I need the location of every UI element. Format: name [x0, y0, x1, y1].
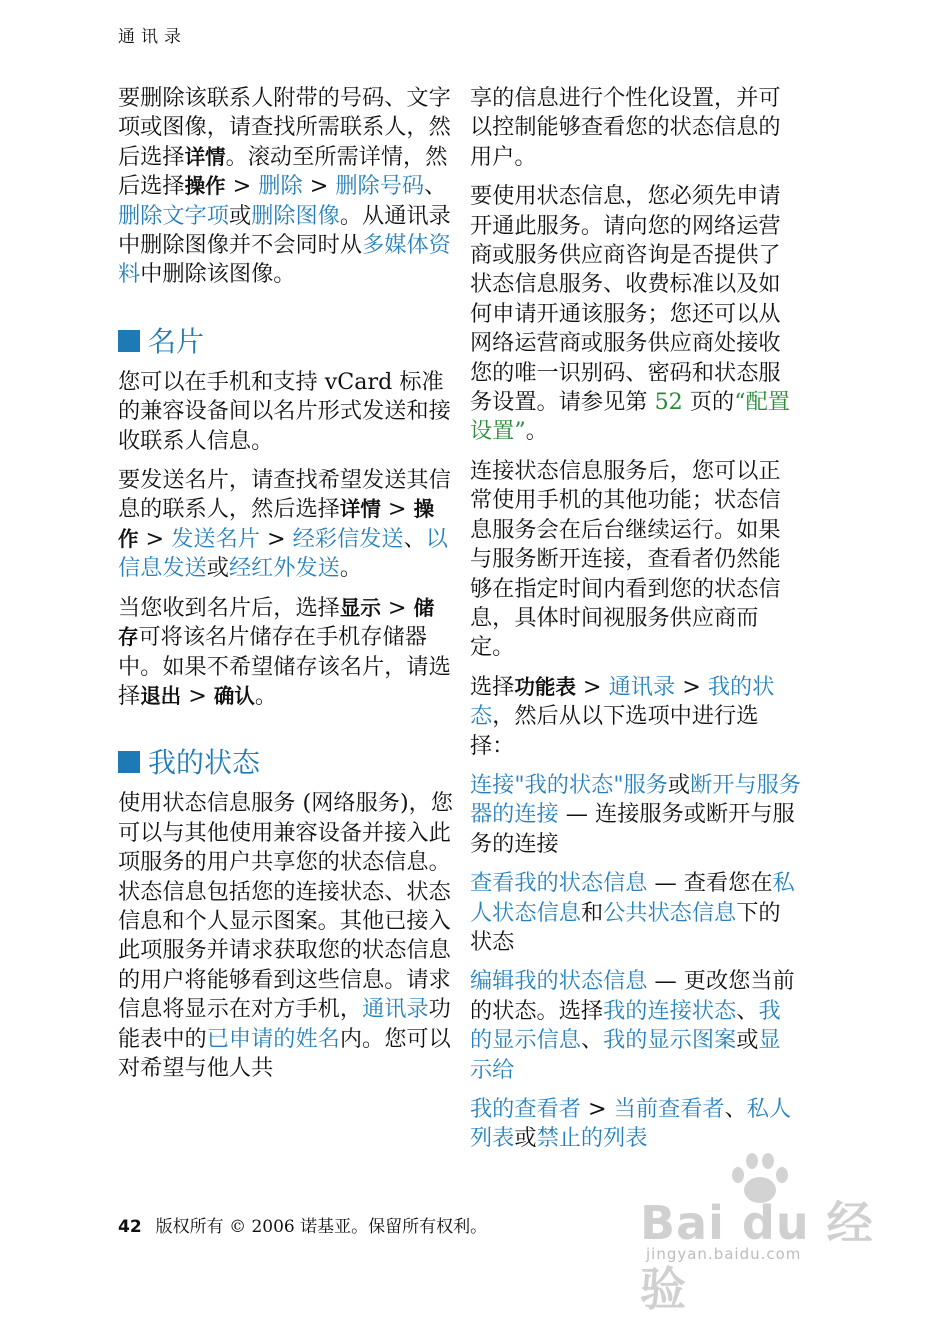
- body-text: 页的: [682, 389, 735, 416]
- body-text: 要删除该联系人附带的号码、文字项或图像，请查找所需联系人，然后选择: [118, 85, 451, 170]
- body-text: 和: [580, 899, 604, 926]
- body-text: 享的信息进行个性化设置，并可以控制能够查看您的状态信息的用户。: [470, 85, 781, 170]
- menu-link-text: 我的显示信息: [470, 997, 781, 1054]
- body-text: 连接状态信息服务后，您可以正常使用手机的其他功能；状态信息服务会在后台继续运行。如果与服务断开连接，查看者仍然能够在指定时间内看到您的状态信息，具体时间视服务供应商而定。: [470, 457, 781, 661]
- command-text: 操作: [184, 174, 226, 199]
- command-text: 显示: [339, 595, 381, 620]
- page-footer: [118, 1212, 487, 1237]
- business-card-intro-paragraph: [118, 368, 454, 456]
- heading-square-icon: [118, 751, 140, 773]
- body-text: 、: [724, 1096, 747, 1122]
- menu-link-text: 通讯录: [608, 673, 676, 700]
- body-text: 使用状态信息服务 (网络服务)，您可以与其他使用兼容设备并接入此项服务的用户共享您的状态信息。状态信息包括您的连接状态、状态信息和个人显示图案。其他已接入此项服务并请求获取您的状态信息的用户将能够看到这些信息。请求信息将显示在对方手机，: [118, 790, 453, 1023]
- presence-intro-paragraph: [118, 789, 454, 1083]
- body-text: >: [575, 673, 609, 700]
- menu-link-text: 公共状态信息: [603, 899, 737, 926]
- body-text: >: [380, 496, 414, 523]
- left-column: [118, 84, 454, 1093]
- menu-link-text: 删除号码: [335, 173, 425, 200]
- presence-subscribe-paragraph: [470, 182, 802, 447]
- body-text: 选择: [470, 673, 515, 700]
- presence-menu-path-paragraph: [470, 673, 802, 761]
- body-text: 或: [736, 1027, 759, 1054]
- menu-link-text: 查看我的状态信息: [470, 870, 648, 897]
- body-text: 内。您可以对希望与他人共: [118, 1025, 451, 1081]
- menu-link-text: 删除图像: [251, 202, 340, 229]
- body-text: — 查看您在: [647, 870, 773, 897]
- body-text: 或: [206, 555, 229, 582]
- menu-link-text: 删除: [258, 173, 303, 200]
- menu-link-text: 我的连接状态: [603, 997, 737, 1024]
- menu-link-text: 通讯录: [362, 996, 429, 1023]
- menu-link-text: 我的查看者: [470, 1096, 581, 1122]
- watermark-logo-text: Bai du 经验: [640, 1196, 874, 1316]
- body-text: 可将该名片储存在手机存储器中。如果不希望储存该名片，请选择: [118, 624, 451, 709]
- body-text: >: [181, 682, 214, 709]
- body-text: 、: [580, 1027, 604, 1054]
- command-text: 储存: [118, 595, 435, 650]
- menu-link-text: 当前查看者: [613, 1096, 725, 1122]
- body-text: 。滚动至所需详情，然后选择: [118, 143, 448, 200]
- body-text: >: [225, 173, 259, 200]
- menu-link-text: “配置设置”: [470, 389, 790, 445]
- menu-link-text: 编辑我的状态信息: [470, 968, 648, 995]
- body-text: >: [675, 673, 708, 700]
- delete-details-paragraph: [118, 84, 454, 290]
- command-text: 退出: [140, 683, 182, 708]
- menu-link-text: 经红外发送: [228, 555, 340, 582]
- body-text: 。从通讯录中删除图像并不会同时从: [118, 202, 451, 259]
- presence-continued-paragraph: [470, 84, 802, 172]
- body-text: — 连接服务或断开与服务的连接: [470, 801, 795, 857]
- body-text: 或: [228, 202, 252, 229]
- body-text: 。: [339, 555, 363, 582]
- body-text: 中删除该图像。: [140, 261, 296, 288]
- menu-link-text: 多媒体资料: [118, 232, 451, 288]
- menu-link-text: 发送名片: [171, 525, 260, 552]
- running-header: 通讯录: [118, 27, 187, 47]
- section-heading-my-presence: [118, 745, 454, 781]
- option-edit-my-presence: [470, 967, 802, 1085]
- body-text: >: [580, 1096, 614, 1122]
- body-text: 您可以在手机和支持 vCard 标准的兼容设备间以名片形式发送和接收联系人信息。: [118, 368, 451, 454]
- body-text: 要发送名片，请查找希望发送其信息的联系人，然后选择: [118, 467, 451, 523]
- body-text: 。: [254, 682, 278, 709]
- body-text: 、: [403, 525, 426, 552]
- body-text: >: [259, 525, 293, 552]
- right-column: [470, 84, 802, 1164]
- menu-link-text: 经彩信发送: [292, 525, 404, 552]
- menu-link-text: 我的显示图案: [603, 1027, 737, 1054]
- body-text: 或: [667, 771, 691, 798]
- body-text: >: [302, 173, 336, 200]
- command-text: 功能表: [514, 674, 576, 699]
- menu-link-text: 连接"我的状态"服务: [470, 771, 668, 798]
- heading-text: 名片: [148, 324, 205, 358]
- body-text: — 更改您当前的状态。选择: [470, 968, 795, 1024]
- page-number: 42: [118, 1217, 142, 1237]
- heading-square-icon: [118, 330, 140, 352]
- menu-link-text: 已申请的姓名: [206, 1025, 340, 1052]
- command-text: 确认: [213, 683, 255, 708]
- send-card-paragraph: [118, 466, 454, 584]
- menu-link-text: 私人状态信息: [470, 870, 795, 926]
- body-text: >: [380, 594, 414, 621]
- body-text: ，然后从以下选项中进行选择：: [470, 703, 759, 759]
- body-text: >: [138, 525, 172, 552]
- command-text: 详情: [339, 497, 381, 522]
- menu-link-text: 我的状态: [470, 673, 775, 730]
- presence-background-paragraph: [470, 457, 802, 663]
- menu-link-text: 断开与服务器的连接: [470, 771, 802, 828]
- option-connect-disconnect: [470, 771, 802, 859]
- menu-link-text: 删除文字项: [118, 202, 229, 229]
- command-text: 详情: [184, 144, 226, 169]
- body-text: 下的状态: [470, 899, 781, 955]
- menu-link-text: 禁止的列表: [536, 1125, 648, 1152]
- command-text: 操作: [118, 497, 435, 551]
- body-text: 、: [424, 173, 447, 200]
- copyright-notice: 版权所有 © 2006 诺基亚。保留所有权利。: [155, 1217, 488, 1237]
- section-heading-business-cards: [118, 324, 454, 360]
- body-text: 要使用状态信息，您必须先申请开通此服务。请向您的网络运营商或服务供应商咨询是否提供了状态信息服务、收费标准以及如何申请开通该服务；您还可以从网络运营商或服务供应商处接收您的唯一识别码、密码和状态服务设置。请参见第: [470, 183, 781, 416]
- baidu-watermark: [640, 1145, 910, 1316]
- menu-link-text: 显示给: [470, 1027, 781, 1083]
- body-text: 。: [525, 418, 548, 445]
- option-view-my-presence: [470, 869, 802, 957]
- receive-card-paragraph: [118, 594, 454, 712]
- watermark-url: jingyan.baidu.com: [646, 1245, 802, 1263]
- menu-link-text: 以信息发送: [118, 525, 448, 582]
- body-text: 当您收到名片后，选择: [118, 594, 340, 621]
- menu-link-text: 52: [654, 389, 683, 416]
- heading-text: 我的状态: [148, 746, 261, 780]
- body-text: 、: [736, 997, 759, 1024]
- menu-link-text: 私人列表: [470, 1096, 792, 1152]
- body-text: 或: [514, 1125, 537, 1152]
- body-text: 功能表中的: [118, 996, 451, 1052]
